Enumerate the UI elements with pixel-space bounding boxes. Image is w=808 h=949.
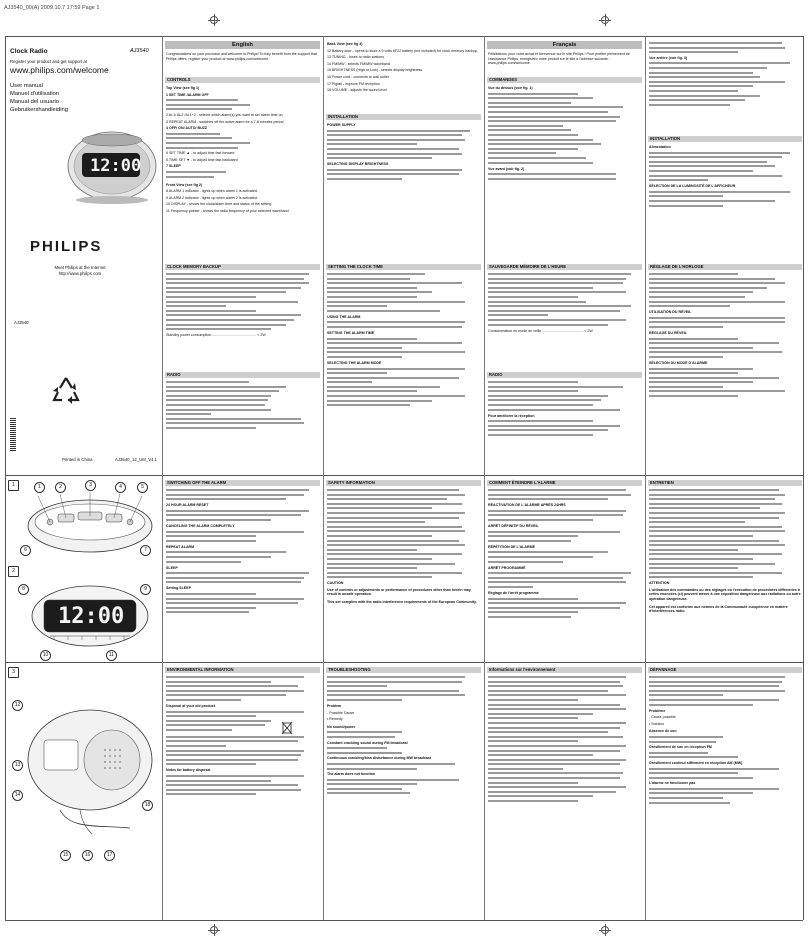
control-item: 5 SET TIME ▲ - to adjust time fast forward <box>166 151 235 156</box>
using-alarm-label: USING THE ALARM <box>327 314 361 319</box>
callout: 3 <box>85 480 96 491</box>
back-item: 12 Battery door - opens to store a 9 volts 6F22 battery (not included) for clock memory backup. <box>327 48 478 53</box>
figure-number: 1 <box>8 480 19 491</box>
commandes-heading: COMMANDES <box>487 77 642 83</box>
figure-number: 2 <box>8 566 19 577</box>
depannage-heading: DÉPANNAGE <box>648 667 802 673</box>
vue-arriere-list <box>649 42 801 108</box>
intro-text-fr: Félicitations pour votre achat et bienvenue sur le site Philips ! Pour profiter pleinement de l'assistance Philips, enregistrez votre produit sur le site à l'adresse suivante : www.philips.com/welcome. <box>488 52 630 66</box>
attention-text: L'utilisation des commandes ou des réglages ou l'exécution de procédures différentes à celles énoncées (ci) peuvent mener à une exposition dangereuse aux radiations ou autre opération dangereuse. <box>649 587 801 602</box>
figure-number: 3 <box>8 667 19 678</box>
front-item: 9 ALARM 2 indicator - lights up when alarm 2 is activated. <box>166 195 258 200</box>
reception-label: Pour améliorer la réception <box>488 413 535 418</box>
back-view-figure <box>20 700 158 840</box>
switching-off-text <box>166 489 320 616</box>
safety-heading: SAFETY INFORMATION <box>326 480 481 486</box>
front-item: 8 ALARM 1 indicator - lights up when alarm 1 is activated. <box>166 189 258 194</box>
reglage-horloge-text <box>649 273 801 400</box>
installation-fr-heading: INSTALLATION <box>648 136 802 142</box>
arret-programme-label: ARRÊT PROGRAMMÉ <box>488 565 526 570</box>
alarm-mode-label: SELECTING THE ALARM MODE <box>327 360 382 365</box>
reglage-reveil-label: RÉGLAGE DU RÉVEIL <box>649 330 687 335</box>
trouble-item-fr: Grésillement continu/ sifflement en réception AM (MW) <box>649 760 743 765</box>
control-item: 1 SET TIME /ALARM OFF <box>166 92 209 97</box>
manual-language: User manual <box>10 83 43 89</box>
callout: 12 <box>12 700 23 711</box>
setting-alarm-label: SETTING THE ALARM TIME <box>327 330 375 335</box>
control-item: 2 AL1/ AL2 /AL1+2 - selects which alarm(s) you want to set alarm time on. <box>166 112 284 117</box>
intro-text: Congratulations on your purchase and welcome to Philips! To fully benefit from the support that Philips offers, register your product at www.philips.com/welcome. <box>166 52 317 61</box>
callout: 16 <box>82 850 93 861</box>
repetition-label: RÉPÉTITION DE L'ALARME <box>488 544 535 549</box>
reglage-arret-label: Réglage de l'arrêt programmé <box>488 590 539 595</box>
selection-mode-label: SÉLECTION DU MODE D'ALARME <box>649 360 708 365</box>
cause-label: - Cause possible <box>649 715 676 720</box>
troubleshooting-text <box>327 676 481 797</box>
sauvegarde-heading: SAUVEGARDE MÉMOIRE DE L'HEURE <box>487 264 642 270</box>
setting-clock-heading: SETTING THE CLOCK TIME <box>326 264 481 270</box>
back-item: 18 VOLUME - adjusts the sound level <box>327 88 387 93</box>
safety-text <box>327 489 481 607</box>
front-lcd-display: 12:00 <box>58 604 125 629</box>
memory-backup-heading: CLOCK MEMORY BACKUP <box>165 264 320 270</box>
repeat-alarm-label: REPEAT ALARM <box>166 544 195 549</box>
luminosite-label: SÉLECTION DE LA LUMINOSITÉ DE L'AFFICHEUR <box>649 184 736 189</box>
callout: 8 <box>18 584 29 595</box>
entretien-heading: ENTRETIEN <box>648 480 802 486</box>
callout: 9 <box>140 584 151 595</box>
depannage-text <box>649 676 801 806</box>
top-view-label: Top View (see fig 1) <box>166 86 200 90</box>
controls-list <box>166 86 320 215</box>
infos-env-text <box>488 676 642 805</box>
trouble-item-fr: L'alarme ne fonctionne pas <box>649 781 696 786</box>
front-view-label: Front View (see fig 2) <box>166 182 203 187</box>
callout: 14 <box>12 790 23 801</box>
english-intro <box>166 52 320 63</box>
possible-cause-label: - Possible Cause <box>327 710 355 715</box>
reactivation-label: RÉACTIVATION DE L'ALARME APRÈS 24HRS <box>488 503 566 508</box>
front-item: 11 Frequency pointer - shows the radio frequency of your selected waveband <box>166 208 289 213</box>
callout: 13 <box>12 760 23 771</box>
meet-philips <box>10 265 150 276</box>
reglage-horloge-heading: RÉGLAGE DE L'HORLOGE <box>648 264 802 270</box>
french-header: Français <box>487 41 642 49</box>
brightness-label: SELECTING DISPLAY BRIGHTNESS <box>327 162 389 167</box>
radio-fr-text <box>488 381 642 439</box>
callout: 6 <box>20 545 31 556</box>
old-product-label: Disposal of your old product <box>166 703 215 708</box>
meet-text: Meet Philips at the Internet <box>54 265 106 270</box>
switching-off-heading: SWITCHING OFF THE ALARM <box>165 480 320 486</box>
printed-in: Printed in China <box>62 457 93 462</box>
attention-label: ATTENTION <box>649 581 670 586</box>
cover-clock-display: 12:00 <box>90 156 142 176</box>
caution-text: Use of controls or adjustments or performance of procedures other than herein may result in unsafe operation. <box>327 587 471 597</box>
callout: 5 <box>137 482 148 493</box>
registration-mark <box>210 926 218 934</box>
cee-text: Cet appareil est conforme aux normes de la Communauté européenne en matière d'interférences radio. <box>649 604 788 614</box>
controls-heading: CONTROLS <box>165 77 320 83</box>
trouble-item: Constant crackling sound during FM broadcast <box>327 740 408 745</box>
control-item: 4 OFF/ ON/ AUTO/ BUZZ <box>166 126 208 131</box>
installation-heading: INSTALLATION <box>326 114 481 120</box>
radio-fr-heading: RADIO <box>487 372 642 378</box>
troubleshooting-heading: TROUBLESHOOTING <box>326 667 481 673</box>
control-item: 6 TIME SET ▼ - to adjust time fast backward <box>166 157 238 162</box>
callout: 18 <box>142 800 153 811</box>
manual-language: Manual del usuario <box>10 99 59 105</box>
commandes-list <box>488 86 642 182</box>
vue-dessus-label: Vue du dessus (voir fig. 1) <box>488 86 533 90</box>
vue-arriere-label: Vue arrière (voir fig. 3) <box>649 55 688 60</box>
callout: 7 <box>140 545 151 556</box>
welcome-url[interactable]: www.philips.com/welcome <box>10 65 109 75</box>
radio-text <box>166 381 320 432</box>
callout: 15 <box>60 850 71 861</box>
reset-24h-label: 24 HOUR ALARM RESET <box>166 503 209 508</box>
model-number: AJ3540 <box>130 48 149 54</box>
back-item: 15 BRIGHTNESS (High or Low) - selects display brightness <box>327 68 423 73</box>
back-item: 16 Power cord - connects to wall outlet <box>327 74 389 79</box>
solution-label: • Solution <box>649 721 665 726</box>
back-item: 14 FM/MW - selects FM/MW waveband <box>327 61 390 66</box>
manual-language: Gebruikershandleiding <box>10 107 69 113</box>
philips-logo: PHILIPS <box>30 238 103 255</box>
entretien-text <box>649 489 801 616</box>
utilisation-reveil-label: UTILISATION DU RÉVEIL <box>649 310 692 315</box>
doc-code: AJ3540_12_UM_V4.1 <box>115 457 158 462</box>
comment-eteindre-heading: COMMENT ÉTEINDRE L'ALARME <box>487 480 642 486</box>
memory-backup-text <box>166 273 320 340</box>
remedy-label: • Remedy <box>327 717 343 722</box>
back-view-label: Back View (see fig 3) <box>327 42 363 46</box>
control-item: 7 SLEEP <box>166 164 181 169</box>
alimentation-label: Alimentation <box>649 145 671 149</box>
power-supply-label: POWER SUPPLY <box>327 123 356 127</box>
front-item: 10 DISPLAY - shows the clock/alarm time and status of the setting <box>166 202 272 207</box>
trouble-item: No sound/power <box>327 724 356 729</box>
caution-label: CAUTION <box>327 581 344 586</box>
back-item: 17 Pigtail - improve FM reception <box>327 81 380 86</box>
wheelie-bin-icon <box>280 720 294 736</box>
callout: 11 <box>106 650 117 661</box>
callout: 2 <box>55 482 66 493</box>
installation-text <box>327 123 481 183</box>
model-small: AJ3540 <box>14 320 29 325</box>
radio-heading: RADIO <box>165 372 320 378</box>
manual-list <box>10 82 68 114</box>
callout: 17 <box>104 850 115 861</box>
eu-compliance-text: This set complies with the radio interference requirements of the European Community. <box>327 600 477 605</box>
registration-mark <box>601 16 609 24</box>
standby-text: Standby power consumption ............................................ < 2W <box>166 333 266 338</box>
environmental-text <box>166 676 320 798</box>
trouble-item-fr: Grésillement de son en réception FM <box>649 745 712 750</box>
trouble-item: The alarm does not function <box>327 772 376 777</box>
registration-mark <box>210 16 218 24</box>
meet-url[interactable]: http://www.philips.com <box>58 270 102 276</box>
environmental-heading: ENVIRONMENTAL INFORMATION <box>165 667 320 673</box>
installation-fr-text <box>649 145 801 209</box>
french-intro <box>488 52 642 68</box>
setting-clock-text <box>327 273 481 409</box>
product-name: Clock Radio <box>10 48 48 55</box>
comment-eteindre-text <box>488 489 642 620</box>
trouble-item-fr: Absence de son <box>649 729 677 734</box>
cancel-alarm-label: CANCELING THE ALARM COMPLETELY <box>166 523 235 528</box>
back-item: 13 TUNING - tunes to radio stations <box>327 55 385 60</box>
manual-language: Manuel d'utilisation <box>10 91 60 97</box>
battery-notes-label: Notes for battery disposal <box>166 768 211 773</box>
callout: 4 <box>115 482 126 493</box>
sauvegarde-text <box>488 273 642 335</box>
conso-veille-text: Consommation en mode de veille ......................................... < 2W <box>488 328 593 333</box>
registration-mark <box>601 926 609 934</box>
infos-env-heading: Informations sur l'environnement <box>487 667 642 673</box>
trouble-item: Continuous crackling/hiss disturbance during MW broadcast <box>327 756 432 761</box>
top-view-figure <box>20 488 160 558</box>
side-bar-code <box>10 418 16 452</box>
print-header: AJ3540_00(A) 2009.10.7 17:59 Page 1 <box>4 5 100 11</box>
recycle-icon <box>50 375 82 405</box>
english-header: English <box>165 41 320 49</box>
arret-definitif-label: ARRÊT DÉFINITIF DU RÉVEIL <box>488 523 539 528</box>
setting-sleep-label: Setting SLEEP <box>166 586 191 591</box>
sleep-label: SLEEP <box>166 565 178 570</box>
back-view-list <box>327 42 481 95</box>
problem-label: Problem <box>327 703 342 708</box>
vue-avant-label: Vue avant (voir fig. 2) <box>488 166 525 171</box>
probleme-label: Problème <box>649 708 666 713</box>
register-text: Register your product and get support at <box>10 59 87 64</box>
callout: 10 <box>40 650 51 661</box>
control-item: 3 REPEAT ALARM - switches off the active alarm for a 7-8 minutes period <box>166 119 284 124</box>
callout: 1 <box>34 482 45 493</box>
